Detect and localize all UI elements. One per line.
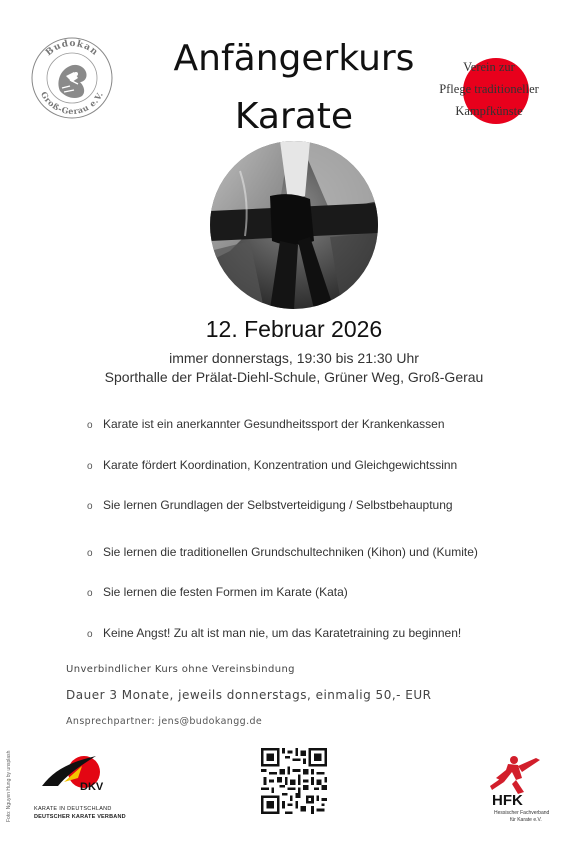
- dkv-label: DKV: [80, 781, 104, 792]
- list-item-text: Sie lernen Grundlagen der Selbstverteidigung / Selbstbehauptung: [103, 498, 453, 512]
- title-line-1: Anfängerkurs: [173, 38, 415, 79]
- list-item: [87, 498, 453, 512]
- course-note: Unverbindlicher Kurs ohne Vereinsbindung: [66, 664, 295, 675]
- budokan-logo: [30, 36, 114, 120]
- list-item-text: Keine Angst! Zu alt ist man nie, um das Karatetraining zu beginnen!: [103, 626, 462, 640]
- dkv-caption-2: DEUTSCHER KARATE VERBAND: [34, 814, 126, 820]
- list-item-text: Sie lernen die traditionellen Grundschultechniken (Kihon) und (Kumite): [103, 545, 478, 559]
- list-item: [87, 458, 457, 472]
- verein-logo-line-3: Kampfkünste: [455, 104, 523, 118]
- dkv-logo: [34, 752, 120, 792]
- contact-person: Ansprechpartner: jens@budokangg.de: [66, 716, 263, 727]
- bullet-marker: o: [87, 420, 93, 431]
- list-item-text: Karate fördert Koordination, Konzentration und Gleichgewichtssinn: [103, 458, 458, 472]
- photo-credit: Foto: Nguyen Hung by unsplash: [6, 750, 12, 822]
- verein-logo: [437, 56, 541, 122]
- list-item: [87, 545, 478, 559]
- bullet-marker: o: [87, 588, 93, 599]
- dkv-caption-1: KARATE IN DEUTSCHLAND: [34, 806, 112, 812]
- event-time: immer donnerstags, 19:30 bis 21:30 Uhr: [169, 350, 419, 366]
- hfk-logo: [488, 752, 554, 796]
- list-item: [87, 585, 348, 599]
- event-date: 12. Februar 2026: [205, 316, 383, 342]
- bullet-marker: o: [87, 461, 93, 472]
- bullet-marker: o: [87, 629, 93, 640]
- list-item-text: Karate ist ein anerkannter Gesundheitssport der Krankenkassen: [103, 417, 445, 431]
- qr-code[interactable]: [261, 748, 327, 814]
- title-line-2: Karate: [234, 96, 354, 137]
- karate-belt-photo: [210, 141, 378, 309]
- list-item: [87, 626, 461, 640]
- hfk-caption-2: für Karate e.V.: [510, 817, 542, 823]
- hfk-label: HFK: [492, 792, 523, 809]
- hfk-caption-1: Hessischer Fachverband: [494, 810, 550, 816]
- svg-text:Budokan: Budokan: [44, 38, 100, 59]
- bullet-marker: o: [87, 501, 93, 512]
- course-duration-price: Dauer 3 Monate, jeweils donnerstags, einmalig 50,- EUR: [66, 688, 432, 702]
- bullet-marker: o: [87, 548, 93, 559]
- verein-logo-line-2: Pflege traditioneller: [439, 82, 539, 96]
- tiger-icon: [58, 65, 86, 98]
- svg-text:Groß-Gerau e.V.: Groß-Gerau e.V.: [38, 89, 106, 117]
- event-location: Sporthalle der Prälat-Diehl-Schule, Grüner Weg, Groß-Gerau: [104, 369, 484, 385]
- list-item-text: Sie lernen die festen Formen im Karate (Kata): [103, 585, 348, 599]
- list-item: [87, 417, 445, 431]
- karateka-icon: [490, 756, 540, 794]
- page-title: [150, 30, 438, 146]
- verein-logo-line-1: Verein zur: [463, 60, 515, 74]
